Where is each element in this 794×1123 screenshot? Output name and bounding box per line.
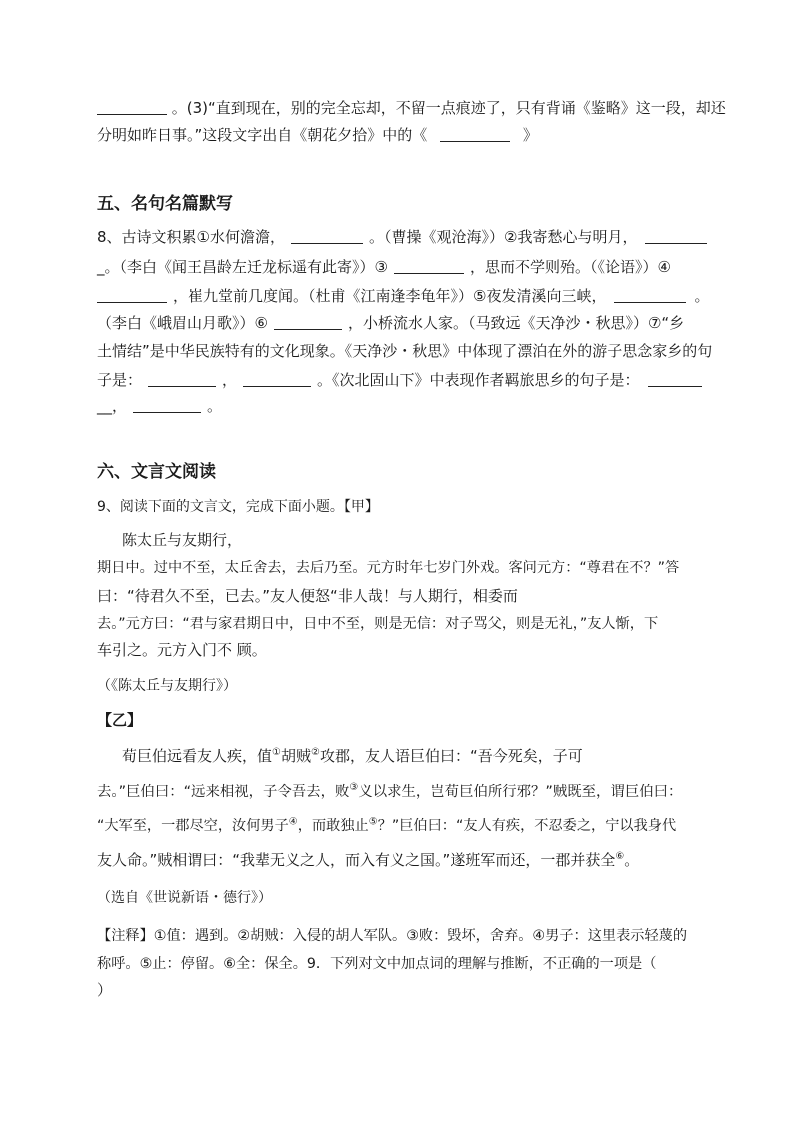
q9-intro: 9、阅读下面的文言文，完成下面小题。【甲】 (97, 499, 379, 515)
answer-blank[interactable] (440, 126, 510, 142)
answer-blank[interactable] (97, 99, 167, 115)
yi-label: 【乙】 (97, 711, 143, 729)
answer-blank[interactable] (97, 287, 167, 303)
jia-line-5: 车引之。元方入门不 顾。 (97, 641, 267, 659)
poem-line-6: 子是： ， 。《次北固山下》中表现作者羁旅思乡的句子是： (97, 370, 697, 390)
answer-blank[interactable] (148, 371, 216, 387)
notes-line-3: ） (97, 981, 113, 999)
notes-line-2: 称呼。⑤止：停留。⑥全：保全。9．下列对文中加点词的理解与推断，不正确的一项是（ (97, 956, 657, 972)
poem-line-7: __， 。 (97, 397, 223, 415)
yi-line-2: 去。”巨伯曰：“远来相视，子令吾去，败③义以求生，岂荀巨伯所行邪？”贼既至，谓巨伯曰： (97, 782, 683, 800)
poem-line-2: _。（李白《闻王昌龄左迁龙标遥有此寄》）③ ，思而不学则殆。（《论语》）④ (97, 258, 671, 276)
answer-blank[interactable] (614, 287, 686, 303)
answer-blank[interactable] (133, 397, 201, 413)
q7-line-2: 分明如昨日事。”这段文字出自《朝花夕拾》中的《 》 (97, 126, 538, 144)
answer-blank[interactable] (648, 371, 702, 387)
section-5-title: 五、名句名篇默写 (97, 194, 233, 214)
yi-source: （选自《世说新语・德行》） (97, 890, 272, 906)
poem-line-3: ，崔九堂前几度闻。（杜甫《江南逢李龟年》）⑤夜发清溪向三峡， 。 (97, 286, 697, 306)
jia-line-2: 期日中。过中不至，太丘舍去，去后乃至。元方时年七岁门外戏。客问元方：“尊君在不？”答 (97, 560, 680, 576)
jia-line-3: 曰：“待君久不至，已去。”友人便怒“非人哉！与人期行，相委而 (97, 587, 518, 605)
yi-line-1: 荀巨伯远看友人疾，值①胡贼②攻郡，友人语巨伯曰：“吾今死矣，子可 (122, 747, 583, 765)
section-6-title: 六、文言文阅读 (97, 462, 216, 482)
jia-line-4: 去。”元方曰：“君与家君期日中，日中不至，则是无信：对子骂父，则是无礼，”友人惭，下 (97, 616, 659, 632)
answer-blank[interactable] (394, 258, 464, 274)
notes-line-1: 【注释】①值：遇到。②胡贼：入侵的胡人军队。③败：毁坏，舍弃。④男子：这里表示轻蔑的 (97, 928, 688, 944)
yi-line-3: “大军至，一郡尽空，汝何男子④，而敢独止⑤？”巨伯曰：“友人有疾，不忍委之，宁以我身代 (97, 816, 677, 834)
q7-line-1: 。(3)“直到现在，别的完全忘却，不留一点痕迹了，只有背诵《鉴略》这一段，却还 (97, 98, 697, 118)
yi-line-4: 友人命。”贼相谓曰：“我辈无义之人，而入有义之国。”遂班军而还，一郡并获全⑥。 (97, 851, 640, 869)
answer-blank[interactable] (291, 228, 363, 244)
answer-blank[interactable] (274, 314, 342, 330)
poem-line-1: 8、古诗文积累①水何澹澹， 。（曹操《观沧海》）②我寄愁心与明月， (97, 227, 697, 247)
jia-line-1: 陈太丘与友期行， (122, 531, 243, 549)
answer-blank[interactable] (645, 228, 707, 244)
poem-line-4: （李白《峨眉山月歌》）⑥ ，小桥流水人家。（马致远《天净沙・秋思》）⑦“乡 (97, 314, 685, 332)
jia-source: （《陈太丘与友期行》） (97, 678, 237, 694)
answer-blank[interactable] (243, 371, 311, 387)
poem-line-5: 土情结”是中华民族特有的文化现象。《天净沙・秋思》中体现了漂泊在外的游子思念家乡的句 (97, 342, 713, 360)
